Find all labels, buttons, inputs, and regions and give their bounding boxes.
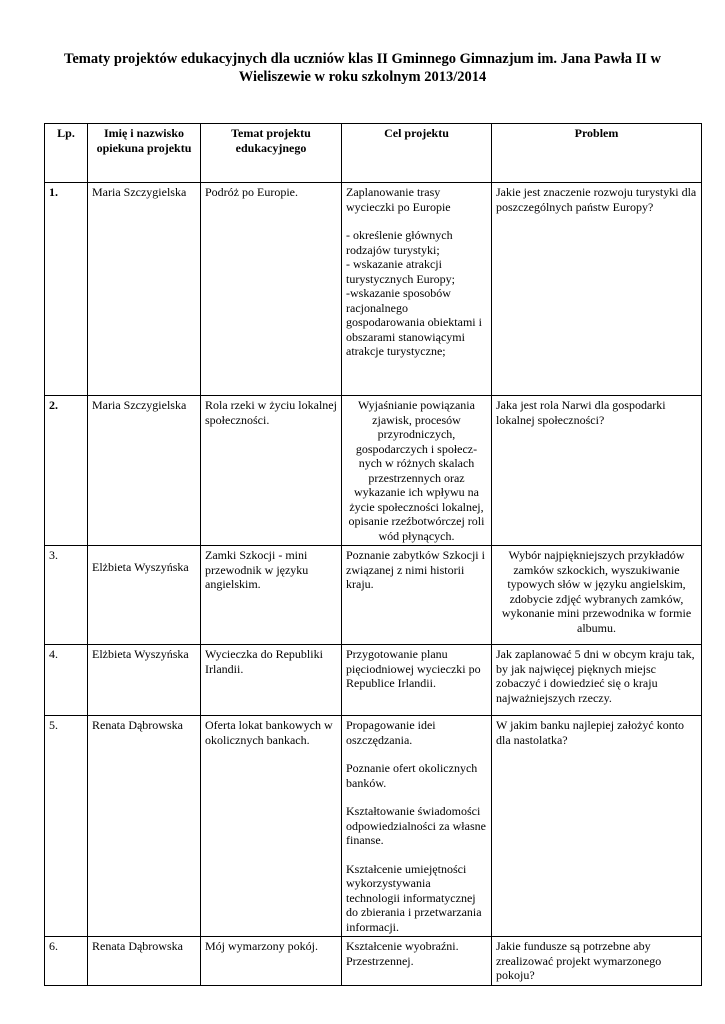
cel-paragraph: Poznanie ofert okolicznych banków.: [346, 761, 478, 790]
row-problem: Jakie fundusze są potrzebne aby zrealizować projekt wymarzonego pokoju?: [492, 937, 702, 986]
row-opiekun: Renata Dąbrowska: [88, 937, 201, 986]
cel-paragraph: Propagowanie idei oszczędzania.: [346, 718, 436, 747]
row-lp: 1.: [45, 183, 88, 396]
row-temat: Rola rzeki w życiu lokalnej społeczności.: [201, 396, 342, 546]
row-temat: Oferta lokat bankowych w okolicznych bankach.: [201, 716, 342, 937]
cel-paragraph: - określenie głównych rodzajów turystyki; - wskazanie atrakcji turystycznych Europy; -wskazanie sposobów racjonalnego gospodarowania obiektami i obszarami stanowiącymi atrakcje turystyczne;: [346, 228, 482, 358]
row-opiekun: Elżbieta Wyszyńska: [88, 645, 201, 716]
row-problem: Jakie jest znaczenie rozwoju turystyki dla poszczególnych państw Europy?: [492, 183, 702, 396]
row-temat: Zamki Szkocji - mini przewodnik w języku angielskim.: [201, 546, 342, 645]
row-lp: 3.: [45, 546, 88, 645]
row-cel: [342, 183, 492, 396]
title-line-1: Tematy projektów edukacyjnych dla uczniów klas II Gminnego Gimnazjum im. Jana Pawła II w: [64, 51, 661, 67]
row-cel: [342, 716, 492, 937]
table-row: [45, 183, 702, 396]
row-problem: W jakim banku najlepiej założyć konto dla nastolatka?: [492, 716, 702, 937]
cel-paragraph: Kształcenie umiejętności wykorzystywania technologii informatycznej do zbierania i przetwarzania informacji.: [346, 861, 482, 934]
row-temat: Mój wymarzony pokój.: [201, 937, 342, 986]
row-opiekun: Maria Szczygielska: [88, 396, 201, 546]
row-cel: [342, 546, 492, 645]
table-row: [45, 546, 702, 645]
opiekun-name: Elżbieta Wyszyńska: [92, 560, 189, 574]
table-header-row: [45, 124, 702, 183]
row-problem: Jaka jest rola Narwi dla gospodarki lokalnej społeczności?: [492, 396, 702, 546]
row-lp: 4.: [45, 645, 88, 716]
table-row: [45, 716, 702, 937]
header-problem: Problem: [492, 124, 702, 183]
document-title: [40, 50, 685, 86]
cel-paragraph: Kształcenie wyobraźni. Przestrzennej.: [346, 939, 459, 968]
title-line-2: Wieliszewie w roku szkolnym 2013/2014: [238, 69, 487, 85]
row-opiekun: [88, 546, 201, 645]
row-problem: Wybór najpiękniejszych przykładów zamków szkockich, wyszukiwanie typowych słów w języku angielskim, zdobycie zdjęć wybranych zamków, wykonanie mini przewodnika w formie albumu.: [492, 546, 702, 645]
row-lp: 6.: [45, 937, 88, 986]
header-cel: Cel projektu: [342, 124, 492, 183]
row-lp: 5.: [45, 716, 88, 937]
row-temat: Podróż po Europie.: [201, 183, 342, 396]
row-opiekun: Maria Szczygielska: [88, 183, 201, 396]
header-lp: Lp.: [45, 124, 88, 183]
row-cel: [342, 645, 492, 716]
table-row: [45, 396, 702, 546]
table-row: [45, 937, 702, 986]
projects-table: [44, 123, 702, 986]
table-row: [45, 645, 702, 716]
row-temat: Wycieczka do Republiki Irlandii.: [201, 645, 342, 716]
row-lp: 2.: [45, 396, 88, 546]
row-cel: [342, 937, 492, 986]
row-cel: [342, 396, 492, 546]
row-opiekun: Renata Dąbrowska: [88, 716, 201, 937]
cel-paragraph: Poznanie zabytków Szkocji i związanej z nimi historii kraju.: [346, 548, 485, 591]
cel-paragraph: Przygotowanie planu pięciodniowej wycieczki po Republice Irlandii.: [346, 647, 481, 690]
header-opiekun: Imię i nazwisko opiekuna projektu: [88, 124, 201, 183]
cel-paragraph: Kształtowanie świadomości odpowiedzialności za własne finanse.: [346, 804, 486, 847]
cel-paragraph: Wyjaśnianie powiązania zjawisk, procesów przyrodniczych, gospodarczych i społecz-nych w różnych skalach przestrzennych oraz wykazanie ich wpływu na życie społeczności lokalnej, opisanie rzeźbotwórczej roli wód płynących.: [348, 398, 485, 543]
cel-paragraph: Zaplanowanie trasy wycieczki po Europie: [346, 185, 451, 214]
header-temat: Temat projektu edukacyjnego: [201, 124, 342, 183]
row-problem: Jak zaplanować 5 dni w obcym kraju tak, by jak najwięcej pięknych miejsc zobaczyć i dowiedzieć się o kraju najważniejszych rzeczy.: [492, 645, 702, 716]
